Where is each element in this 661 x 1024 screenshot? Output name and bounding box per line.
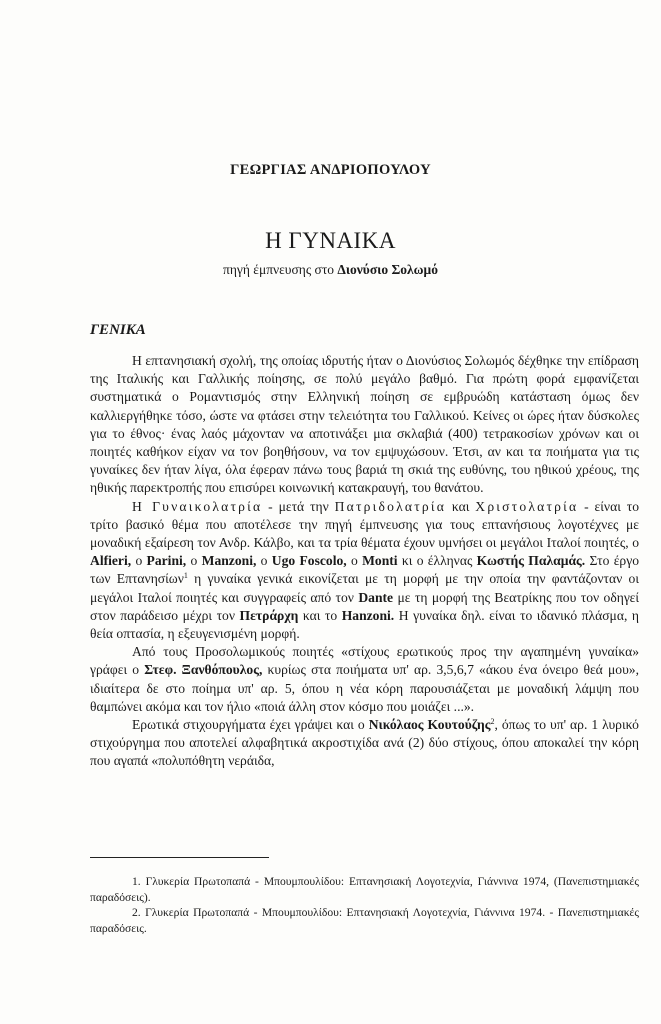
name-koutouzis: Νικόλαος Κουτούζης [368,717,491,733]
footnote-1: 1. Γλυκερία Πρωτοπαπά - Μπουμπουλίδου: Επτανησιακή Λογοτεχνία, Γιάννινα 1974, (Πανεπιστημιακές παραδόσεις). [90,875,639,904]
footnote-divider [90,857,269,858]
author-name: ΓΕΩΡΓΙΑΣ ΑΝΔΡΙΟΠΟΥΛΟΥ [230,162,431,178]
name-parini: Parini, [146,553,187,569]
section-heading: ΓΕΝΙΚΑ [90,322,146,338]
name-monti: Monti [362,553,398,569]
paragraph-4: Ερωτικά στιχουργήματα έχει γράψει και ο Νικόλαος Κουτούζης$^2$, όπως το υπ' αρ. 1 λυρικό στιχούργημα που αποτελεί αλφαβητικά ακροστιχίδα ανά (2) δύο στίχους, όπου αποκαλεί την κόρη που αγαπά «πολυπόθητη νεράιδα, [90,717,639,769]
footnote-ref-1: 1 [183,571,188,581]
subtitle-name: Διονύσιο Σολωμό [337,262,438,277]
footnote-ref-2: 2 [490,717,495,727]
name-manzoni: Manzoni, [201,553,257,569]
term-gynaikolatria: Η Γυναικολατρία [132,498,263,514]
article-subtitle [0,262,661,278]
footnotes [90,874,639,936]
paragraph-1: Η επτανησιακή σχολή, της οποίας ιδρυτής ήταν ο Διονύσιος Σολωμός δέχθηκε την επίδραση της Ιταλικής και Γαλλικής ποίησης, σε πολύ μεγάλο βαθμό. Για πρώτη φορά εμφανίζεται συστηματικά ο Ρομαντισμός στην Ελληνική ποίηση σε εμβρυώδη κατάσταση όμως δεν καλλιεργήθηκε τόσο, ώστε να φτάσει στην τελειότητα του Γαλλικού. Κείνες οι ώρες ήταν δύσκολες για το έθνος· ένας λαός μάχονταν να αποτινάξει μια σκλαβιά (400) τετρακοσίων χρόνων και οι ποιητές καθήκον είχαν να τον βοηθήσουν, να τον εμψυχώσουν. Έτσι, αν και τα ποιήματα για τις γυναίκες δεν ήταν λίγα, όλα έφεραν πάνω τους βαριά τη σκιά της ευθύνης, του ηθικού χρέους, της ηθικής παρεκτροπής που επισύρει κοινωνική κατακραυγή, του θανάτου. [90,353,639,496]
name-petrarch: Πετράρχη [239,607,299,623]
footnote-2: 2. Γλυκερία Πρωτοπαπά - Μπουμπουλίδου: Επτανησιακή Λογοτεχνία, Γιάννινα 1974. - Πανεπιστημιακές παραδόσεις. [90,906,639,935]
subtitle-prefix: πηγή έμπνευσης στο [223,262,334,277]
term-christolatria: Χριστολατρία [475,498,579,514]
name-xanthopoulos: Στεφ. Ξανθόπουλος, [144,662,263,678]
paragraph-3: Από τους Προσολωμικούς ποιητές «στίχους ερωτικούς προς την αγαπημένη γυναίκα» γράφει ο Στεφ. Ξανθόπουλος, κυρίως στα ποιήματα υπ' αρ. 3,5,6,7 «άκου ένα όνειρο θεά μου», ιδιαίτερα δε στο ποίημα υπ' αρ. 5, όπου η νέα κόρη παρουσιάζεται με μοναδική λάμψη που θαμπώνει ακόμα και τον ήλιο «ποιά άλλη στον κόσμο που μοιάζει ...». [90,644,640,714]
paragraph-2: Η Γυναικολατρία - μετά την Πατριδολατρία και Χριστολατρία - είναι το τρίτο βασικό θέμα που αποτέλεσε την πηγή έμπνευσης για τους επτανήσιους λογοτέχνες με μοναδική εξαίρεση τον Ανδρ. Κάλβο, και τα τρία θέματα έχουν υμνήσει οι μεγάλοι Ιταλοί ποιητές, ο Alfieri, ο Parini, ο Manzoni, ο Ugo Foscolo, ο Monti κι ο έλληνας Κωστής Παλαμάς. Στο έργο των Επτανησίων$^1$ η γυναίκα γενικά εικονίζεται με τη μορφή με την οποία την φαντάζονταν οι μεγάλοι Ιταλοί ποιητές και συγγραφείς από τον Dante με τη μορφή της Βεατρίκης που τον οδηγεί στον παράδεισο μέχρι τον Πετράρχη και το Hanzoni. Η γυναίκα δηλ. είναι το ιδανικό πλάσμα, η θεία οπτασία, η εξευγενισμένη μορφή. [90,498,640,642]
term-patridolatria: Πατριδολατρία [334,498,447,514]
name-dante: Dante [358,589,394,605]
name-palamas: Κωστής Παλαμάς. [476,553,586,569]
article-body [90,350,639,771]
name-alfieri: Alfieri, [90,553,132,569]
name-foscolo: Ugo Foscolo, [271,553,347,569]
name-hanzoni: Hanzoni. [341,607,395,623]
article-title: Η ΓΥΝΑΙΚΑ [265,228,396,253]
